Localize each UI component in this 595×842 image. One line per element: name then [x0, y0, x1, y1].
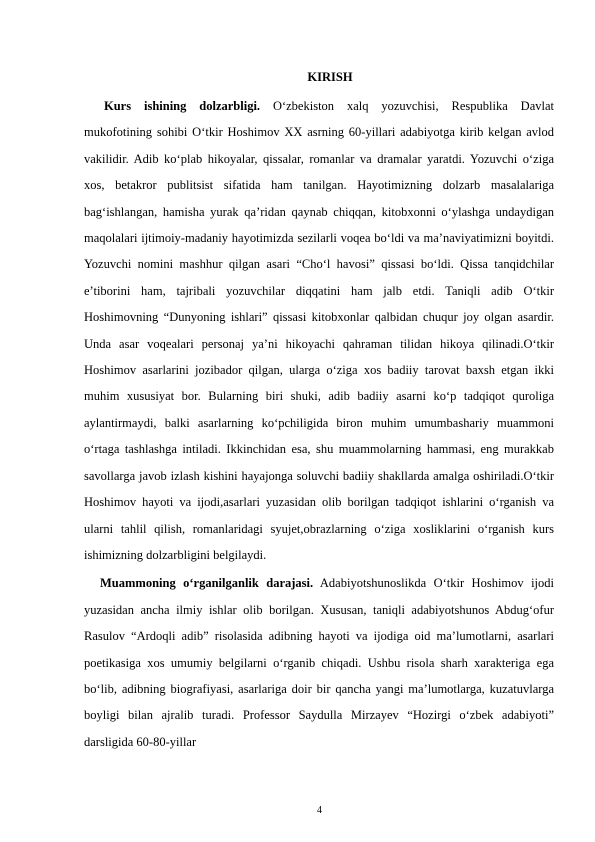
document-page: [84, 64, 554, 755]
paragraph-research-degree: [84, 570, 554, 755]
paragraph-relevance: [84, 93, 554, 568]
section-heading: KIRISH: [307, 70, 353, 84]
paragraph-lead: Muammoning o‘rganilganlik darajasi.: [100, 576, 314, 591]
page-number: 4: [317, 805, 322, 816]
paragraph-text: O‘zbekiston xalq yozuvchisi, Respublika Davlat mukofotining sohibi O‘tkir Hoshimov XX asrning 60-yillari adabiyotga kirib kelgan avlod vakilidir. Adib ko‘plab hikoyalar, qissalar, romanlar va dramalar yaratdi. Yozuvchi o‘ziga xos, betakror publitsist sifatida ham tanilgan. Hayotimizning dolzarb masalalariga bag‘ishlangan, hamisha yurak qa’ridan qaynab chiqqan, kitobxonni o‘ylashga undaydigan maqolalari ijtimoiy-madaniy hayotimizda sezilarli voqea bo‘ldi va ma’naviyatimizni boyitdi. Yozuvchi nomini mashhur qilgan asari “Cho‘l havosi” qissasi bo‘ldi. Qissa tanqidchilar e’tiborini ham, tajribali yozuvchilar diqqatini ham jalb etdi. Taniqli adib O‘tkir Hoshimovning “Dunyoning ishlari” qissasi kitobxonlar qalbidan chuqur joy olgan asardir. Unda asar voqealari personaj ya’ni hikoyachi qahraman tilidan hikoya qilinadi.O‘tkir Hoshimov asarlarini jozibador qilgan, ularga o‘ziga xos badiiy tarovat baxsh etgan ikki muhim xususiyat bor. Bularning biri shuki, adib badiiy asarni ko‘p tadqiqot quroliga aylantirmaydi, balki asarlarning ko‘pchiligida biron muhim umumbashariy muammoni o‘rtaga tashlashga intiladi. Ikkinchidan esa, shu muammolarning hammasi, eng murakkab savollarga javob izlash kishini hayajonga soluvchi badiiy shakllarda amalga oshiriladi.O‘tkir Hoshimov hayoti va ijodi,asarlari yuzasidan olib borilgan tadqiqot ishlarini o‘rganish va ularni tahlil qilish, romanlaridagi syujet,obrazlarning o‘ziga xosliklarini o‘rganish kurs ishimizning dolzarbligini belgilaydi.: [84, 99, 554, 562]
paragraph-lead: Kurs ishining dolzarbligi.: [104, 99, 261, 113]
paragraph-text: Adabiyotshunoslikda O‘tkir Hoshimov ijodi yuzasidan ancha ilmiy ishlar olib borilgan. Xususan, taniqli adabiyotshunos Abdug‘ofur Rasulov “Ardoqli adib” risolasida adibning hayoti va ijodiga oid ma’lumotlarni, asarlari poetikasiga xos umumiy belgilarni o‘rganib chiqadi. Ushbu risola sharh xarakteriga ega bo‘lib, adibning biografiyasi, asarlariga doir bir qancha yangi ma’lumotlarga, kuzatuvlarga boyligi bilan ajralib turadi. Professor Saydulla Mirzayev “Hozirgi o‘zbek adabiyoti” darsligida 60-80-yillar: [84, 576, 554, 749]
